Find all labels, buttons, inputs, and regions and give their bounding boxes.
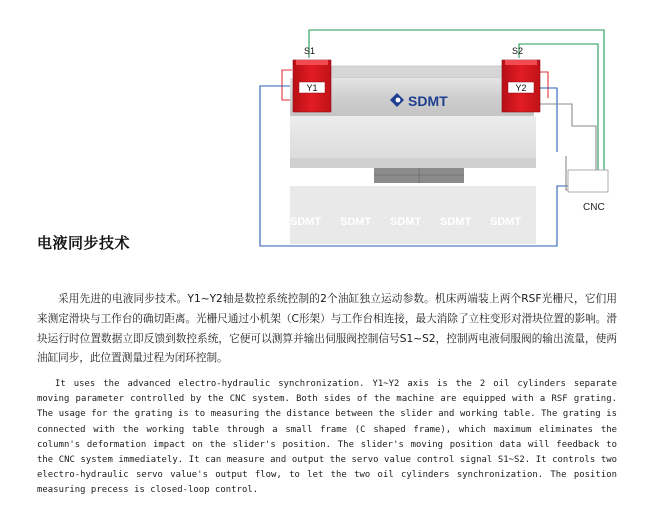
- watermark: SDMT: [390, 216, 422, 228]
- sensor-s2-label: S2: [512, 46, 524, 56]
- brand-text: SDMT: [408, 93, 448, 109]
- cylinder-y2-label: Y2: [515, 83, 527, 93]
- watermark: SDMT: [490, 216, 522, 228]
- ram-body: [290, 116, 536, 158]
- watermark: SDMT: [290, 216, 322, 228]
- cylinder-y2: [502, 60, 540, 112]
- brand-dot-icon: [396, 98, 401, 103]
- cnc-label: CNC: [583, 202, 605, 213]
- description-english: It uses the advanced electro-hydraulic synchronization. Y1~Y2 axis is the 2 oil cylinders separate moving parameter controlled by the CNC system. Both sides of the machine are equipped with a RSF grating. The usage for the grating is to measuring the distance between the slider and working table. The grating is connected with the working table through a small frame (C shaped frame), which maximum eliminates the column's deformation impact on the slider's position. The slider's moving position data will feedback to the CNC system immediately. It can measure and output the servo value control signal S1~S2. It controls two electro-hydraulic servo value's output flow, to let the two oil cylinders synchronization. The position measuring precess is closed-loop control.: [37, 379, 617, 496]
- cylinder-y1: [293, 60, 331, 112]
- watermark: SDMT: [440, 216, 472, 228]
- synchronization-diagram: [0, 0, 650, 260]
- section-heading: 电液同步技术: [37, 234, 131, 252]
- description-chinese: 采用先进的电液同步技术。Y1~Y2轴是数控系统控制的2个油缸独立运动参数。机床两端装上两个RSF光栅尺，它们用来测定滑块与工作台的确切距离。光栅尺通过小机架（C形架）与工作台相连接，最大消除了立柱变形对滑块位置的影响。滑块运行时位置数据立即反馈到数控系统，它便可以测算并输出伺服阀控制信号S1~S2，控制两电液伺服阀的输出流量，使两油缸同步，此位置测量过程为闭环控制。: [37, 293, 617, 365]
- worktable: [290, 186, 536, 244]
- watermark: SDMT: [340, 216, 372, 228]
- cnc-box: [568, 170, 608, 192]
- cylinder-y1-label: Y1: [306, 83, 318, 93]
- ram-lower-strip: [290, 158, 536, 168]
- sensor-s1-label: S1: [304, 46, 316, 56]
